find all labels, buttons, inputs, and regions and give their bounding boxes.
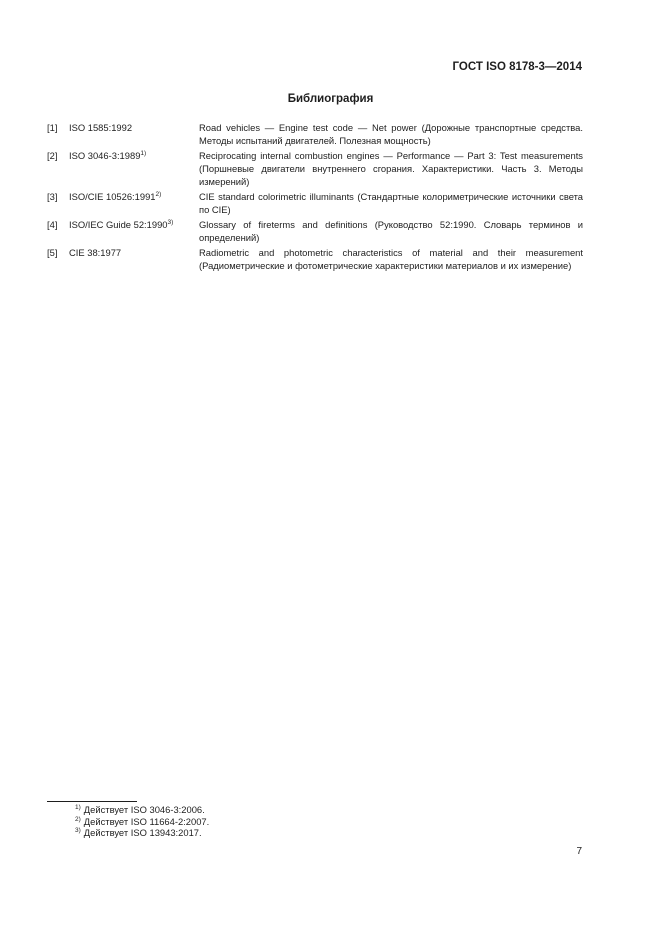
entry-number: [3] [47,191,58,202]
document-code: ГОСТ ISO 8178-3—2014 [452,61,582,73]
entry-description: Glossary of fireterms and definitions (Руководство 52:1990. Словарь терминов и определений) [199,219,583,243]
entry-number: [5] [47,247,58,258]
entry-description: Radiometric and photometric characteristics of material and their measurement (Радиометрические и фотометрические характеристики материалов и их измерение) [199,247,583,271]
entry-reference: ISO/CIE 10526:1991$^{2)}$ [69,191,162,202]
footnote: $^{3)}$ Действует ISO 13943:2017. [75,827,202,838]
entry-description: Reciprocating internal combustion engines — Performance — Part 3: Test measurements (Поршневые двигатели внутреннего сгорания. Характеристики. Часть 3. Методы измерений) [199,150,583,187]
entry-description: Road vehicles — Engine test code — Net power (Дорожные транспортные средства. Методы испытаний двигателей. Полезная мощность) [199,122,583,146]
entry-reference: ISO 3046-3:1989$^{1)}$ [69,150,147,161]
bibliography-entry [47,190,583,216]
footnote-divider [47,801,137,802]
bibliography-entry [47,149,583,188]
bibliography-list [47,121,583,272]
entry-reference: CIE 38:1977 [69,247,122,258]
footnote: $^{1)}$ Действует ISO 3046-3:2006. [75,804,205,815]
section-title: Библиография [287,93,374,105]
entry-reference: ISO 1585:1992 [69,122,133,133]
entry-number: [4] [47,219,58,230]
bibliography-entry [47,218,583,244]
footnote: $^{2)}$ Действует ISO 11664-2:2007. [75,815,210,827]
entry-description: CIE standard colorimetric illuminants (Стандартные колориметрические источники света по CIE) [199,191,583,215]
bibliography-entry [47,121,583,147]
entry-reference: ISO/IEC Guide 52:1990$^{3)}$ [69,219,174,230]
bibliography-entry [47,246,583,272]
footnotes [75,804,209,839]
entry-number: [1] [47,122,58,133]
entry-number: [2] [47,150,58,161]
page-number: 7 [576,846,582,857]
